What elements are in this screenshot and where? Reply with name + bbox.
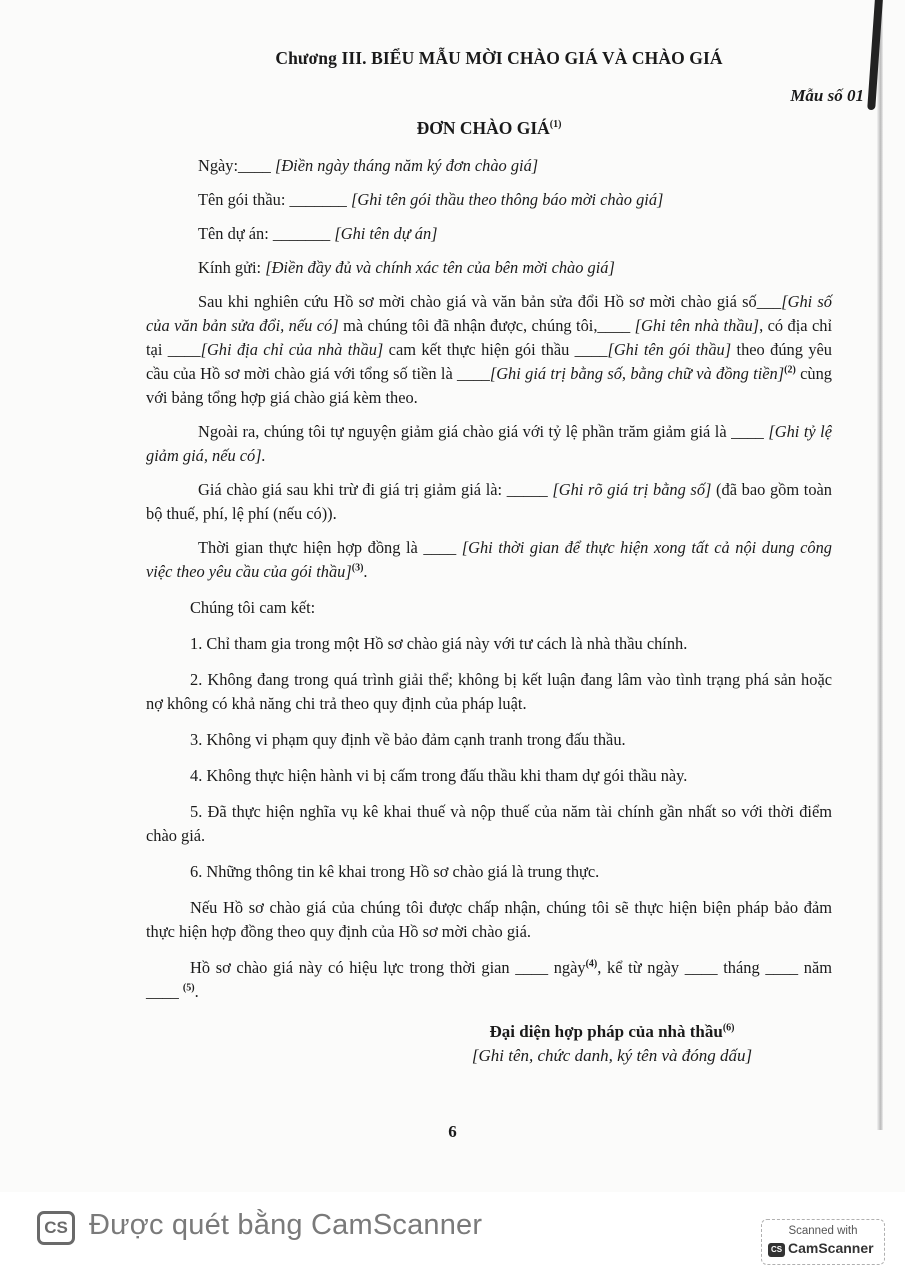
representative-hint: [Ghi tên, chức danh, ký tên và đóng dấu] <box>471 1046 753 1065</box>
package-hint: [Ghi tên gói thầu theo thông báo mời chào giá] <box>350 190 664 209</box>
commitment-item: 6. Những thông tin kê khai trong Hồ sơ chào giá là trung thực. <box>190 862 600 881</box>
project-label: Tên dự án: _______ <box>198 224 331 243</box>
hint-run: [Ghi rõ giá trị bằng số] <box>552 480 712 499</box>
text-run: theo đúng yêu cầu của Hồ sơ mời chào giá với tổng số tiền là ____ <box>146 340 832 383</box>
scanner-watermark-text: Được quét bằng CamScanner <box>89 1209 483 1241</box>
hint-run: [Ghi thời gian để thực hiện xong tất cả nội dung công việc theo yêu cầu của gói thầu] <box>146 538 832 581</box>
commitment-intro: Chúng tôi cam kết: <box>190 598 316 617</box>
project-line <box>198 222 832 246</box>
commitment-item: 1. Chỉ tham gia trong một Hồ sơ chào giá này với tư cách là nhà thầu chính. <box>190 634 688 653</box>
badge-brand: CamScanner <box>788 1240 874 1256</box>
paragraph-duration <box>146 536 832 584</box>
rep-title-text: Đại diện hợp pháp của nhà thầu <box>489 1022 723 1041</box>
chapter-title: Chương III. BIỂU MẪU MỜI CHÀO GIÁ VÀ CHÀO GIÁ <box>275 48 723 68</box>
text-run: . <box>363 562 368 581</box>
form-number: Mẫu số 01 <box>790 86 864 105</box>
title-text: ĐƠN CHÀO GIÁ <box>416 118 550 138</box>
page-edge-shadow <box>877 0 883 1130</box>
paragraph-net-price <box>146 478 832 526</box>
text-run: cùng với bảng tổng hợp giá chào giá kèm theo. <box>146 364 832 407</box>
text-run: , kể từ ngày ____ tháng ____ năm ____ <box>146 958 832 1001</box>
hint-run: [Ghi tên nhà thầu] <box>634 316 760 335</box>
recipient-label: Kính gửi: <box>198 258 262 277</box>
footnote-marker: (4) <box>585 958 598 970</box>
hint-run: [Ghi tỷ lệ giảm giá, nếu có]. <box>146 422 832 465</box>
text-run: Sau khi nghiên cứu Hồ sơ mời chào giá và văn bản sửa đổi Hồ sơ mời chào giá số___ <box>198 292 782 311</box>
paragraph-guarantee: Nếu Hồ sơ chào giá của chúng tôi được chấp nhận, chúng tôi sẽ thực hiện biện pháp bảo đảm thực hiện hợp đồng theo quy định của Hồ sơ mời chào giá. <box>146 898 832 941</box>
commitment-item: 4. Không thực hiện hành vi bị cấm trong đấu thầu khi tham dự gói thầu này. <box>190 766 688 785</box>
date-label: Ngày:____ <box>198 156 271 175</box>
text-run: Thời gian thực hiện hợp đồng là ____ <box>198 538 462 557</box>
camscanner-icon: CS <box>768 1243 785 1257</box>
paragraph-validity <box>146 956 832 1004</box>
footnote-marker: (2) <box>784 364 796 376</box>
commitment-item: 5. Đã thực hiện nghĩa vụ kê khai thuế và nộp thuế của năm tài chính gần nhất so với thời điểm chào giá. <box>146 802 832 845</box>
text-run: Ngoài ra, chúng tôi tự nguyện giảm giá chào giá với tỷ lệ phần trăm giảm giá là ____ <box>198 422 769 441</box>
text-run: , có địa chỉ tại ____ <box>146 316 833 359</box>
footnote-marker: (6) <box>722 1022 735 1034</box>
hint-run: [Ghi tên gói thầu] <box>607 340 732 359</box>
text-run: . <box>194 982 199 1001</box>
recipient-line <box>198 256 832 280</box>
commitment-item: 3. Không vi phạm quy định về bảo đảm cạnh tranh trong đấu thầu. <box>190 730 626 749</box>
scanned-with-badge <box>761 1219 885 1265</box>
recipient-hint: [Điền đầy đủ và chính xác tên của bên mời chào giá] <box>265 258 615 277</box>
package-line <box>198 188 832 212</box>
footnote-marker: (5) <box>182 982 195 994</box>
project-hint: [Ghi tên dự án] <box>334 224 438 243</box>
date-line <box>198 154 832 178</box>
text-run: (đã bao gồm toàn bộ thuế, phí, lệ phí (nếu có)). <box>146 480 832 523</box>
package-label: Tên gói thầu: _______ <box>198 190 347 209</box>
document-title <box>146 116 832 140</box>
badge-caption: Scanned with <box>788 1225 858 1237</box>
footnote-marker: (1) <box>549 119 562 131</box>
page-number: 6 <box>448 1122 457 1141</box>
text-run: Hồ sơ chào giá này có hiệu lực trong thời gian ____ ngày <box>190 958 586 977</box>
hint-run: [Ghi số của văn bản sửa đổi, nếu có] <box>146 292 832 335</box>
representative-title <box>422 1020 802 1044</box>
text-run: mà chúng tôi đã nhận được, chúng tôi,____ <box>338 316 635 335</box>
text-run: cam kết thực hiện gói thầu ____ <box>383 340 608 359</box>
text-run: Giá chào giá sau khi trừ đi giá trị giảm giá là: _____ <box>198 480 553 499</box>
paragraph-discount <box>146 420 832 468</box>
document-content <box>146 40 864 1068</box>
hint-run: [Ghi địa chỉ của nhà thầu] <box>200 340 384 359</box>
date-hint: [Điền ngày tháng năm ký đơn chào giá] <box>274 156 539 175</box>
footnote-marker: (3) <box>351 562 364 574</box>
hint-run: [Ghi giá trị bằng số, bằng chữ và đồng tiền] <box>489 364 785 383</box>
commitment-item: 2. Không đang trong quá trình giải thể; không bị kết luận đang lâm vào tình trạng phá sản hoặc nợ không có khả năng chi trả theo quy định của pháp luật. <box>146 670 832 713</box>
camscanner-logo-icon: CS <box>37 1211 75 1245</box>
paragraph-offer <box>146 290 832 410</box>
